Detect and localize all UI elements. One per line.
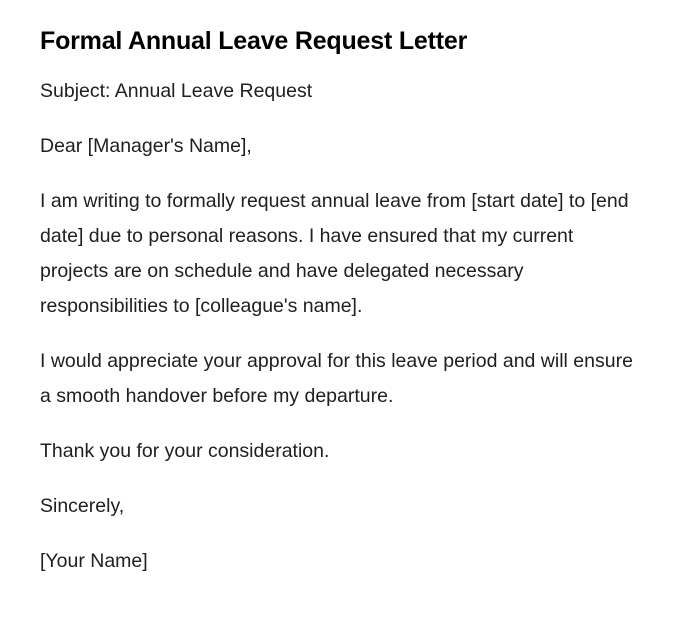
letter-thanks: Thank you for your consideration. [40,440,330,462]
letter-signature: [Your Name] [40,550,148,572]
letter-title: Formal Annual Leave Request Letter [40,27,468,55]
letter-closing: Sincerely, [40,495,125,517]
letter-salutation: Dear [Manager's Name], [40,135,252,157]
letter-body-paragraph-1: I am writing to formally request annual leave from [start date] to [end date] due to personal reasons. I have ensured that my current projects are on schedule and have delegated necessary responsibilities to [colleague's name]. [40,190,629,317]
letter-body-paragraph-2: I would appreciate your approval for this leave period and will ensure a smooth handover before my departure. [40,350,633,407]
letter-subject: Subject: Annual Leave Request [40,80,313,102]
